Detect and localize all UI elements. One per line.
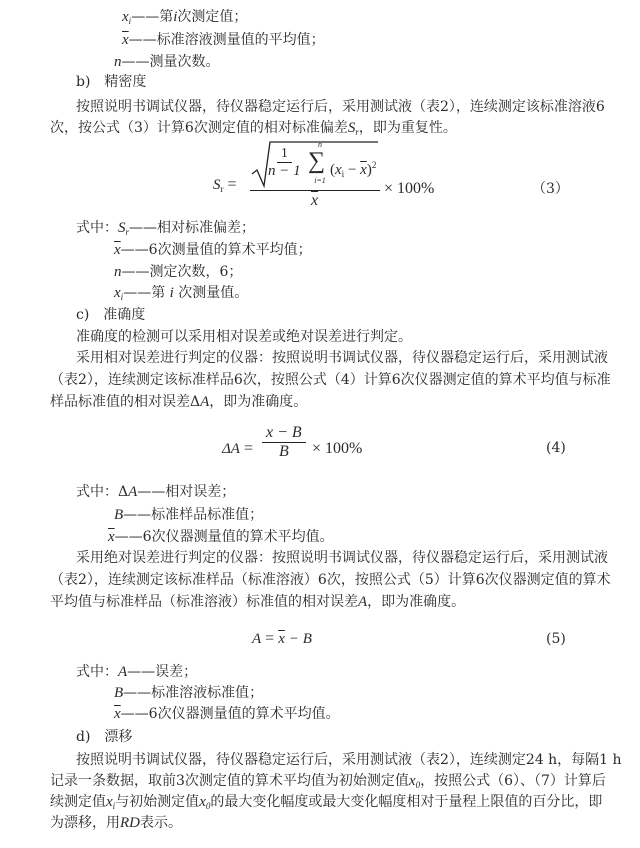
math-symbol xyxy=(114,54,122,70)
text-segment: c) 准确度 xyxy=(76,307,146,323)
text-line xyxy=(76,306,145,324)
symbol-letter: i xyxy=(169,285,174,301)
formula-3-denominator: $\overline{x}$ xyxy=(311,192,319,209)
text-segment: 按照说明书调试仪器，待仪器稳定运行后，采用测试液（表2），连续测定该标准溶液6 xyxy=(76,99,605,115)
text-line xyxy=(50,772,606,790)
text-segment: ——相对标准偏差； xyxy=(129,220,256,236)
symbol-subscript: 0 xyxy=(205,801,211,811)
symbol-letter: n xyxy=(114,264,122,280)
formula-4-lhs: ΔA = xyxy=(222,440,253,457)
text-segment: ——6次仪器测量值的算术平均值。 xyxy=(120,706,340,722)
sum-icon: ∑ xyxy=(308,148,326,174)
symbol-letter: $\overline{x}$ xyxy=(108,529,115,545)
symbol-letter: x xyxy=(122,9,129,25)
text-segment: ——第 xyxy=(123,285,170,301)
text-line xyxy=(122,8,247,26)
symbol-letter: n xyxy=(114,54,122,70)
text-segment: ——标准样品标准值； xyxy=(123,507,264,523)
math-symbol xyxy=(106,794,115,810)
text-line xyxy=(50,119,457,137)
text-segment: （表2），连续测定该标准样品（标准溶液）6次，按照公式（5）计算6次仪器测定值的算术 xyxy=(50,572,611,588)
text-line xyxy=(50,393,307,411)
math-symbol xyxy=(348,120,359,136)
symbol-subscript: i xyxy=(112,801,116,811)
math-symbol xyxy=(128,484,137,500)
text-segment: ——6次测量值的算术平均值； xyxy=(120,242,312,258)
text-segment: 样品标准值的相对误差Δ xyxy=(50,394,201,410)
formula-3-term: $(x_i - \overline{x})^2$ xyxy=(330,160,377,179)
symbol-letter: A xyxy=(200,394,210,410)
math-symbol xyxy=(114,685,123,701)
text-segment: 与初始测定值 xyxy=(115,794,200,810)
text-segment: 平均值与标准样品（标准溶液）标准值的相对误差 xyxy=(50,594,358,610)
text-segment: 为漂移，用 xyxy=(50,815,120,831)
symbol-subscript: 0 xyxy=(415,780,421,790)
math-symbol xyxy=(120,815,140,831)
math-symbol xyxy=(114,242,121,258)
text-line xyxy=(76,751,622,769)
text-segment: ，即为重复性。 xyxy=(358,120,457,136)
fraction-1-over-n-1: $\frac{1}{n - 1}$ xyxy=(268,146,301,179)
text-segment: 准确度的检测可以采用相对误差或绝对误差进行判定。 xyxy=(76,329,412,345)
symbol-letter: B xyxy=(114,685,124,701)
text-line xyxy=(76,219,255,237)
text-line xyxy=(114,241,312,259)
math-symbol xyxy=(114,264,122,280)
formula-3-percent: × 100% xyxy=(384,180,435,197)
text-line xyxy=(50,793,602,811)
math-symbol xyxy=(114,507,123,523)
text-line xyxy=(122,31,325,49)
math-symbol xyxy=(358,594,367,610)
symbol-letter: i xyxy=(173,9,178,25)
math-symbol xyxy=(114,706,121,722)
formula-5-expression: $A = \overline{x} - B$ xyxy=(252,630,312,647)
text-segment: 记录一条数据，取前3次测定值的算术平均值为初始测定值 xyxy=(50,773,409,789)
text-segment: 次测定值； xyxy=(177,9,248,25)
text-segment: ，即为准确度。 xyxy=(367,594,466,610)
math-symbol xyxy=(409,773,420,789)
symbol-letter: B xyxy=(114,507,124,523)
symbol-letter: S xyxy=(347,120,356,136)
math-symbol xyxy=(114,285,123,301)
math-symbol xyxy=(122,32,129,48)
text-line xyxy=(114,263,242,281)
text-segment: ——测定次数，6； xyxy=(121,264,243,280)
symbol-letter: x xyxy=(408,773,416,789)
text-line xyxy=(50,593,465,611)
equation-number-4: (4) xyxy=(546,440,566,456)
text-line xyxy=(50,371,611,389)
text-segment: b) 精密度 xyxy=(76,74,147,90)
text-line xyxy=(76,549,608,567)
text-line xyxy=(76,349,608,367)
text-segment: ，即为准确度。 xyxy=(209,394,308,410)
symbol-letter: $\overline{x}$ xyxy=(114,706,121,722)
symbol-letter: $\overline{x}$ xyxy=(114,242,121,258)
sum-upper-limit: n xyxy=(318,140,322,149)
text-segment: ——6次仪器测量值的算术平均值。 xyxy=(114,529,334,545)
text-segment: 采用绝对误差进行判定的仪器：按照说明书调试仪器，待仪器稳定运行后，采用测试液 xyxy=(76,550,608,566)
symbol-letter: A xyxy=(358,594,368,610)
text-segment: 式中：Δ xyxy=(76,484,129,500)
text-segment: ——标准溶液标准值； xyxy=(123,685,264,701)
symbol-subscript: i xyxy=(128,16,132,26)
text-segment: 次测量值。 xyxy=(173,285,249,301)
text-segment: 式中： xyxy=(76,220,118,236)
equation-number-5: (5) xyxy=(546,631,566,647)
symbol-letter: A xyxy=(128,484,138,500)
math-symbol xyxy=(200,394,209,410)
text-line xyxy=(76,73,146,91)
text-line xyxy=(76,98,605,116)
text-line xyxy=(50,814,182,832)
symbol-letter: A xyxy=(118,664,128,680)
text-segment: ——测量次数。 xyxy=(121,54,220,70)
text-segment: 的最大变化幅度或最大变化幅度相对于量程上限值的百分比，即 xyxy=(210,794,603,810)
symbol-letter: $\overline{x}$ xyxy=(122,32,129,48)
symbol-subscript: i xyxy=(120,292,124,302)
symbol-letter: RD xyxy=(120,815,140,831)
text-segment: ，按照公式（6）、（7）计算后 xyxy=(420,773,606,789)
text-line xyxy=(114,53,220,71)
text-segment: ——第 xyxy=(131,9,174,25)
sum-lower-limit: i=1 xyxy=(314,176,326,185)
text-segment: 按照说明书调试仪器，待仪器稳定运行后，采用测试液（表2），连续测定24 h，每隔1 h xyxy=(76,752,622,768)
formula-4-fraction: $\frac{x - B}{B}$ xyxy=(262,424,306,461)
math-symbol xyxy=(118,664,127,680)
text-segment: ——标准溶液测量值的平均值； xyxy=(128,32,325,48)
text-line xyxy=(108,528,334,546)
math-symbol xyxy=(108,529,115,545)
text-line xyxy=(76,328,412,346)
text-line xyxy=(114,506,263,524)
text-line xyxy=(50,571,611,589)
text-line xyxy=(114,284,248,302)
text-segment: 续测定值 xyxy=(50,794,106,810)
text-segment: ——相对误差； xyxy=(137,484,236,500)
symbol-letter: S xyxy=(118,220,126,236)
math-symbol xyxy=(118,220,129,236)
text-segment: （表2），连续测定该标准样品6次，按照公式（4）计算6次仪器测定值的算术平均值与标准 xyxy=(50,372,611,388)
text-line xyxy=(114,684,263,702)
text-segment: 表示。 xyxy=(140,815,182,831)
text-segment: ——误差； xyxy=(127,664,198,680)
text-line xyxy=(76,483,235,501)
formula-4-percent: × 100% xyxy=(312,440,363,457)
math-symbol xyxy=(199,794,210,810)
equation-number-3: （3） xyxy=(532,181,569,197)
symbol-subscript: r xyxy=(355,127,359,137)
symbol-subscript: r xyxy=(125,227,130,237)
symbol-letter: x xyxy=(106,794,113,810)
text-segment: 式中： xyxy=(76,664,118,680)
symbol-letter: x xyxy=(114,285,121,301)
text-line xyxy=(76,663,197,681)
formula-3-lhs: $S_r$ = xyxy=(213,176,237,194)
symbol-letter: x xyxy=(199,794,206,810)
fraction-bar xyxy=(250,190,380,191)
math-symbol xyxy=(122,9,131,25)
text-segment: 次，按公式（3）计算6次测定值的相对标准偏差 xyxy=(50,120,348,136)
text-line xyxy=(76,728,132,746)
text-line xyxy=(114,705,340,723)
text-segment: d) 漂移 xyxy=(76,729,133,745)
text-segment: 采用相对误差进行判定的仪器：按照说明书调试仪器，待仪器稳定运行后，采用测试液 xyxy=(76,350,608,366)
